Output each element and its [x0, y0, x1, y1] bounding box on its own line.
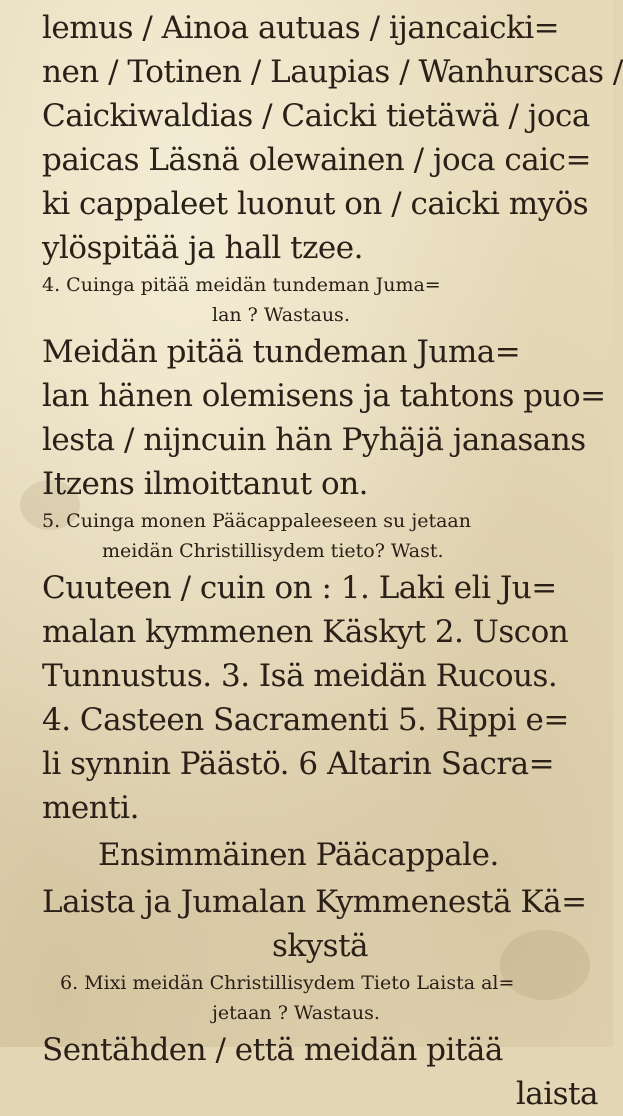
- text-line: li synnin Päästö. 6 Altarin Sacra=: [42, 746, 555, 782]
- question-line: 5. Cuinga monen Pääcappaleeseen su jetaan: [42, 510, 471, 532]
- text-line: Sentähden / että meidän pitää: [42, 1032, 503, 1068]
- question-line: 4. Cuinga pitää meidän tundeman Juma=: [42, 274, 441, 296]
- question-line: lan ? Wastaus.: [212, 304, 350, 326]
- text-line: paicas Läsnä olewainen / joca caic=: [42, 142, 591, 178]
- catchword: laista: [515, 1076, 598, 1112]
- section-heading: Ensimmäinen Pääcappale.: [98, 837, 499, 873]
- text-line: Tunnustus. 3. Isä meidän Rucous.: [42, 658, 558, 694]
- text-line: Cuuteen / cuin on : 1. Laki eli Ju=: [42, 570, 557, 606]
- page-text: [42, 6, 623, 1116]
- section-subheading: skystä: [271, 928, 369, 964]
- text-line: lemus / Ainoa autuas / ijancaicki=: [42, 10, 560, 46]
- text-line: menti.: [42, 790, 139, 826]
- question-line: jetaan ? Wastaus.: [212, 1002, 380, 1024]
- text-line: 4. Casteen Sacramenti 5. Rippi e=: [42, 702, 569, 738]
- section-subheading: Laista ja Jumalan Kymmenestä Kä=: [42, 884, 587, 920]
- text-line: malan kymmenen Käskyt 2. Uscon: [42, 614, 569, 650]
- text-line: Itzens ilmoittanut on.: [42, 466, 369, 502]
- text-line: ylöspitää ja hall tzee.: [42, 230, 363, 266]
- question-line: 6. Mixi meidän Christillisydem Tieto Laista al=: [60, 972, 515, 994]
- text-line: ki cappaleet luonut on / caicki myös: [42, 186, 589, 222]
- text-line: Caickiwaldias / Caicki tietäwä / joca: [42, 98, 590, 134]
- text-line: nen / Totinen / Laupias / Wanhurscas /: [42, 54, 623, 90]
- question-line: meidän Christillisydem tieto? Wast.: [102, 540, 444, 562]
- text-line: Meidän pitää tundeman Juma=: [42, 334, 521, 370]
- text-line: lesta / nijncuin hän Pyhäjä janasans: [42, 422, 586, 458]
- text-line: lan hänen olemisens ja tahtons puo=: [42, 378, 606, 414]
